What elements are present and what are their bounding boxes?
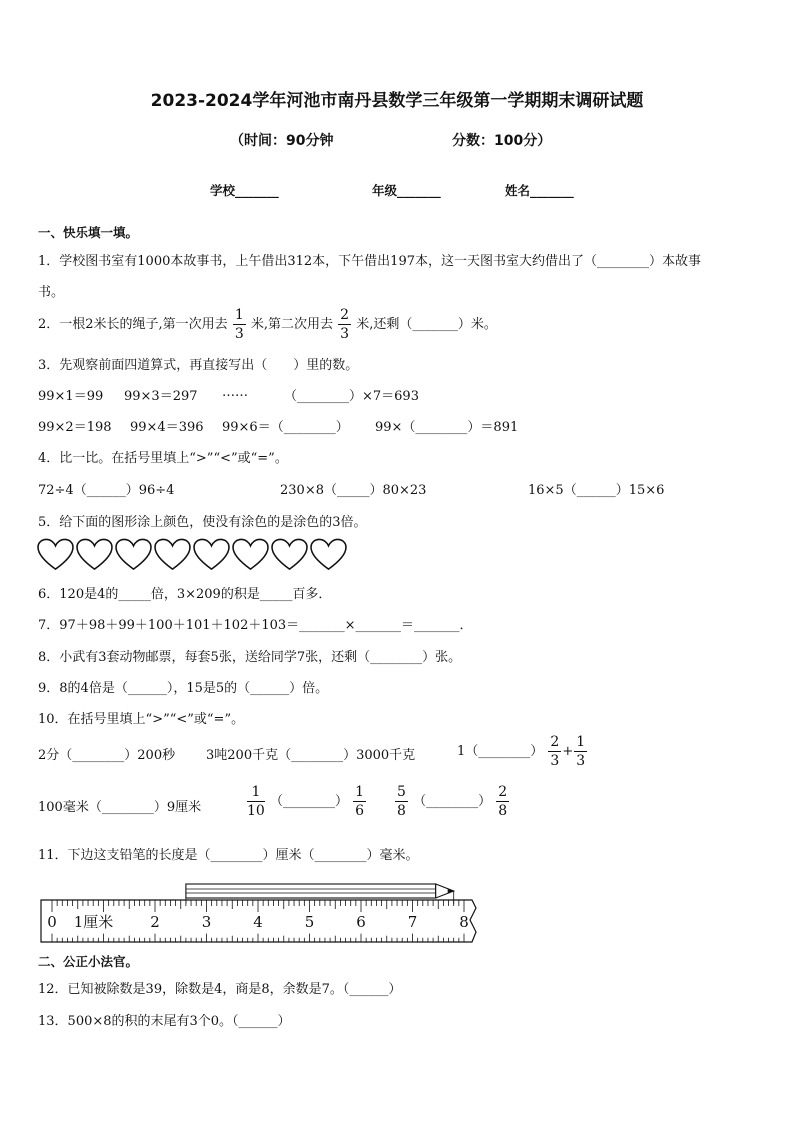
fraction-two-thirds: $\frac{2}{3}$ bbox=[550, 734, 560, 769]
heart-shape[interactable] bbox=[36, 538, 75, 572]
q10-row2-a: 100毫米（________）9厘米 bbox=[38, 800, 202, 815]
ruler-label: 6 bbox=[356, 913, 366, 931]
heart-row bbox=[36, 538, 348, 572]
section-1-heading: 一、快乐填一填。 bbox=[38, 225, 139, 240]
ruler-label: 5 bbox=[304, 913, 315, 931]
q3-row1-b: 99×3＝297 bbox=[124, 389, 198, 404]
q10-row2-b bbox=[246, 785, 367, 818]
fraction-two-eighths: $\frac{2}{8}$ bbox=[498, 784, 508, 819]
q3-row1-a: 99×1＝99 bbox=[38, 389, 104, 404]
q10-row1-c bbox=[457, 735, 588, 768]
heart-shape[interactable] bbox=[153, 538, 192, 572]
q3-row2-b: 99×4＝396 bbox=[130, 420, 204, 435]
question-10: 10．在括号里填上“>”“<”或“=”。 bbox=[38, 712, 245, 727]
fraction-one-third: $\frac{1}{3}$ bbox=[576, 734, 586, 769]
question-5: 5．给下面的图形涂上颜色，使没有涂色的是涂色的3倍。 bbox=[38, 515, 367, 530]
fraction-one-tenth: $\frac{1}{10}$ bbox=[247, 784, 265, 819]
question-11: 11．下边这支铅笔的长度是（________）厘米（________）毫米。 bbox=[38, 848, 419, 863]
heart-shape[interactable] bbox=[114, 538, 153, 572]
section-2-heading: 二、公正小法官。 bbox=[38, 954, 139, 969]
question-13: 13．500×8的积的末尾有3个0。（______） bbox=[38, 1014, 291, 1029]
ruler-label: 1厘米 bbox=[73, 913, 114, 931]
question-8: 8．小武有3套动物邮票，每套5张，送给同学7张，还剩（________）张。 bbox=[38, 650, 462, 665]
ruler-label: 2 bbox=[150, 913, 160, 931]
school-field[interactable]: 学校_______ bbox=[210, 183, 279, 198]
question-6: 6．120是4的_____倍，3×209的积是_____百多． bbox=[38, 587, 332, 602]
exam-time: （时间：90分钟 bbox=[230, 133, 334, 149]
q4-b: 230×8（_____）80×23 bbox=[280, 483, 427, 498]
page-title: 2023-2024学年河池市南丹县数学三年级第一学期期末调研试题 bbox=[150, 91, 644, 111]
fraction-two-thirds: $\frac{2}{3}$ bbox=[340, 307, 350, 342]
fraction-one-third: $\frac{1}{3}$ bbox=[234, 307, 244, 342]
name-field[interactable]: 姓名_______ bbox=[505, 183, 574, 198]
q10-row2-b-blank: （________） bbox=[269, 794, 348, 809]
question-4: 4．比一比。在括号里填上“>”“<”或“=”。 bbox=[38, 451, 288, 466]
question-7: 7．97＋98＋99＋100＋101＋102＋103＝_______×_______＝_______． bbox=[38, 618, 473, 633]
pencil-body bbox=[186, 884, 436, 898]
q3-row1-d: （________）×7＝693 bbox=[284, 389, 419, 404]
question-12: 12．已知被除数是39，除数是4，商是8，余数是7。（______） bbox=[38, 982, 402, 997]
exam-score: 分数：100分） bbox=[452, 133, 552, 149]
fraction-one-sixth: $\frac{1}{6}$ bbox=[355, 784, 365, 819]
q10-row2-c bbox=[394, 785, 510, 818]
question-3: 3．先观察前面四道算式，再直接写出（ ）里的数。 bbox=[38, 358, 359, 373]
heart-shape[interactable] bbox=[309, 538, 348, 572]
q2-text-b: 米,第二次用去 bbox=[250, 317, 334, 332]
question-9: 9．8的4倍是（______），15是5的（______）倍。 bbox=[38, 681, 329, 696]
q10-row1-b: 3吨200千克（________）3000千克 bbox=[206, 748, 416, 763]
ruler-label: 0 bbox=[47, 913, 57, 931]
q3-row2-c: 99×6＝（________） bbox=[222, 420, 349, 435]
ruler-label: 4 bbox=[253, 913, 263, 931]
question-1-line-2: 书。 bbox=[38, 285, 65, 300]
question-2 bbox=[38, 308, 497, 341]
heart-shape[interactable] bbox=[192, 538, 231, 572]
ruler-label: 7 bbox=[407, 913, 418, 931]
q3-row2-d: 99×（________）＝891 bbox=[375, 420, 519, 435]
q10-row2-c-blank: （________） bbox=[413, 794, 492, 809]
q2-text-a: 2．一根2米长的绳子,第一次用去 bbox=[38, 317, 228, 332]
q3-row2-a: 99×2＝198 bbox=[38, 420, 112, 435]
grade-field[interactable]: 年级_______ bbox=[372, 183, 441, 198]
q4-c: 16×5（______）15×6 bbox=[528, 483, 665, 498]
ruler-label: 3 bbox=[201, 913, 212, 931]
q3-row1-c: …… bbox=[222, 385, 248, 400]
heart-shape[interactable] bbox=[270, 538, 309, 572]
ruler-label: 8 bbox=[459, 913, 469, 931]
q10-row1-c-text: 1（________） bbox=[457, 744, 544, 759]
fraction-five-eighths: $\frac{5}{8}$ bbox=[397, 784, 406, 819]
q4-a: 72÷4（______）96÷4 bbox=[38, 483, 175, 498]
ruler-with-pencil bbox=[40, 878, 480, 944]
heart-shape[interactable] bbox=[231, 538, 270, 572]
heart-shape[interactable] bbox=[75, 538, 114, 572]
q10-row1-a: 2分（________）200秒 bbox=[38, 748, 176, 763]
q2-text-c: 米,还剩（_______）米。 bbox=[356, 317, 497, 332]
plus-sign: + bbox=[562, 744, 574, 759]
question-1-line-1: 1．学校图书室有1000本故事书，上午借出312本，下午借出197本，这一天图书室大约借出了（________）本故事 bbox=[38, 254, 701, 269]
